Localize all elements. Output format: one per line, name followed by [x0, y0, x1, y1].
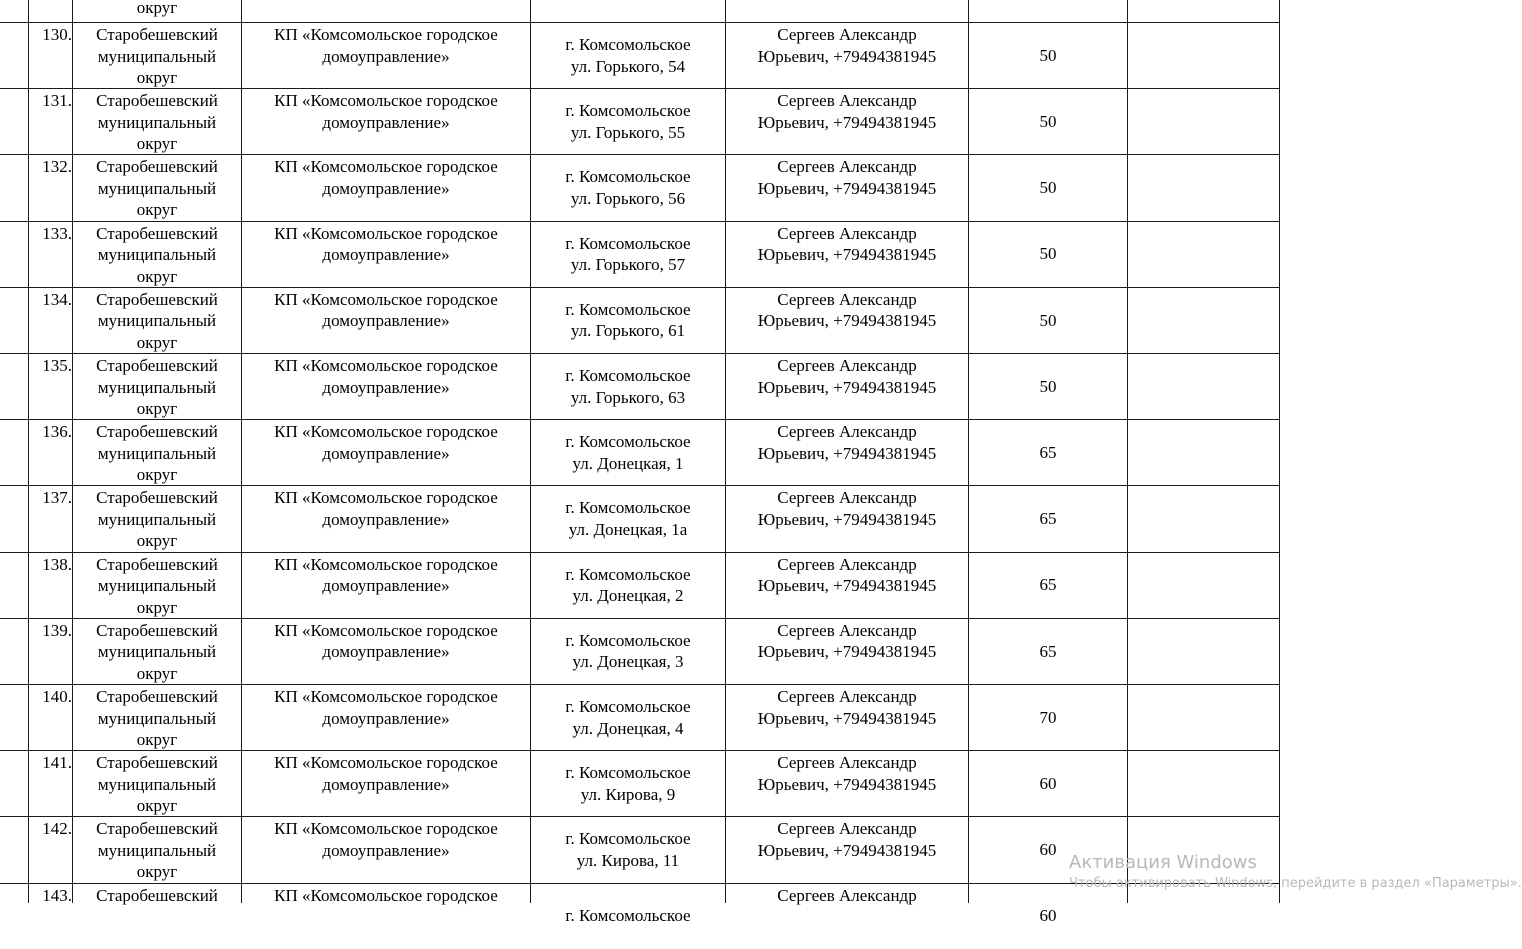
contact-cell-line: Юрьевич, +79494381945: [757, 642, 937, 662]
contact-cell-line: Сергеев Александр: [777, 885, 917, 905]
row-number: 130.: [42, 25, 72, 44]
organization-cell: [242, 487, 530, 530]
watermark-subtitle: Чтобы активировать Windows, перейдите в раздел «Параметры».: [1069, 876, 1522, 891]
organization-cell: [242, 620, 530, 663]
district-cell-line: Старобешевский: [96, 819, 218, 839]
contact-cell-line: Юрьевич, +79494381945: [757, 840, 937, 860]
contact-cell: [726, 818, 968, 861]
count-cell: 50: [1039, 376, 1057, 396]
organization-cell: [242, 156, 530, 199]
address-cell-line: г. Комсомольское: [565, 299, 691, 319]
organization-cell-line: КП «Комсомольское городское: [274, 91, 498, 111]
address-cell: [531, 420, 725, 485]
organization-cell-line: домоуправление»: [322, 840, 450, 860]
organization-cell: [242, 289, 530, 332]
address-cell-line: г. Комсомольское: [565, 35, 691, 55]
district-cell: [73, 554, 241, 619]
count-cell: 50: [1039, 244, 1057, 264]
count-cell: 50: [1039, 178, 1057, 198]
organization-cell-line: КП «Комсомольское городское: [274, 25, 498, 44]
district-cell-line: муниципальный: [97, 377, 217, 397]
district-cell-line: Старобешевский: [96, 620, 218, 640]
organization-cell-line: КП «Комсомольское городское: [274, 819, 498, 839]
address-cell-line: г. Комсомольское: [565, 630, 691, 650]
organization-cell-line: домоуправление»: [322, 178, 450, 198]
count-cell: 60: [1039, 906, 1057, 926]
contact-cell-line: Юрьевич, +79494381945: [757, 46, 937, 66]
contact-cell-line: Сергеев Александр: [777, 91, 917, 111]
address-cell-line: ул. Донецкая, 4: [572, 718, 684, 738]
district-cell-line: округ: [136, 862, 178, 882]
contact-cell-line: Юрьевич, +79494381945: [757, 509, 937, 529]
count-cell: 70: [1039, 707, 1057, 727]
district-cell-line: округ: [136, 332, 178, 352]
organization-cell-line: КП «Комсомольское городское: [274, 753, 498, 773]
address-cell-line: г. Комсомольское: [565, 167, 691, 187]
contact-cell-line: Сергеев Александр: [777, 687, 917, 706]
district-cell-line: округ: [136, 531, 178, 551]
contact-cell: [726, 156, 968, 199]
contact-cell: [726, 554, 968, 597]
district-cell-line: Старобешевский: [96, 885, 218, 905]
contact-cell: [726, 355, 968, 398]
contact-cell-line: Сергеев Александр: [777, 356, 917, 375]
address-cell-line: г. Комсомольское: [565, 432, 691, 452]
district-cell-line: муниципальный: [97, 642, 217, 662]
contact-cell-line: Сергеев Александр: [777, 422, 917, 442]
address-cell-line: ул. Донецкая, 3: [572, 652, 684, 672]
contact-cell: [726, 487, 968, 530]
district-cell-line: муниципальный: [97, 46, 217, 66]
organization-cell: [242, 90, 530, 133]
district-cell-line: округ: [136, 134, 178, 154]
district-cell-line: муниципальный: [97, 774, 217, 794]
district-cell-line: муниципальный: [97, 576, 217, 596]
row-number: 132.: [42, 157, 72, 177]
organization-cell: [242, 554, 530, 597]
contact-cell: [726, 620, 968, 663]
district-cell-line: округ: [136, 399, 178, 418]
district-cell-line: округ: [136, 796, 178, 816]
contact-cell-line: Юрьевич, +79494381945: [757, 377, 937, 397]
row-number: 134.: [42, 289, 72, 309]
district-cell-line: округ: [136, 200, 178, 220]
address-cell-line: ул. Горького, 63: [570, 387, 686, 407]
contact-cell-line: Юрьевич, +79494381945: [757, 576, 937, 596]
district-cell: [73, 818, 241, 883]
address-cell: [531, 155, 725, 220]
organization-cell-line: КП «Комсомольское городское: [274, 422, 498, 442]
address-cell: [531, 553, 725, 618]
address-cell-line: ул. Донецкая, 1а: [568, 519, 688, 539]
row-number: 141.: [42, 753, 72, 773]
district-cell: [73, 487, 241, 552]
address-cell: [531, 619, 725, 684]
organization-cell: [242, 223, 530, 266]
count-cell: 50: [1039, 45, 1057, 65]
address-cell-line: г. Комсомольское: [565, 829, 691, 849]
organization-cell-line: домоуправление»: [322, 708, 450, 728]
watermark-title: Активация Windows: [1069, 852, 1257, 873]
address-cell-line: г. Комсомольское: [565, 564, 691, 584]
contact-cell-line: Юрьевич, +79494381945: [757, 708, 937, 728]
address-cell-line: ул. Горького, 57: [570, 255, 686, 275]
organization-cell: [242, 885, 530, 907]
contact-cell-line: Сергеев Александр: [777, 223, 917, 243]
district-cell-line: Старобешевский: [96, 753, 218, 773]
row-number: 142.: [42, 819, 72, 839]
address-cell-line: г. Комсомольское: [565, 763, 691, 783]
organization-cell-line: домоуправление»: [322, 642, 450, 662]
address-cell: [531, 685, 725, 750]
organization-cell-line: КП «Комсомольское городское: [274, 289, 498, 309]
district-cell-line: округ: [136, 730, 178, 749]
address-cell-line: г. Комсомольское: [565, 498, 691, 518]
address-cell-line: ул. Кирова, 9: [580, 784, 676, 804]
organization-cell-line: КП «Комсомольское городское: [274, 687, 498, 706]
row-number: 131.: [42, 91, 72, 111]
organization-cell-line: домоуправление»: [322, 377, 450, 397]
column-border: [1127, 0, 1128, 903]
address-cell: [531, 817, 725, 882]
address-cell: [531, 354, 725, 419]
address-cell-line: ул. Донецкая, 1: [572, 453, 684, 473]
district-cell-line: муниципальный: [97, 708, 217, 728]
organization-cell-line: КП «Комсомольское городское: [274, 885, 498, 905]
district-cell-line: муниципальный: [97, 112, 217, 132]
organization-cell-line: домоуправление»: [322, 311, 450, 331]
address-cell: [531, 884, 725, 949]
row-number: 136.: [42, 422, 72, 442]
organization-cell-line: КП «Комсомольское городское: [274, 620, 498, 640]
district-cell-line: округ: [136, 465, 178, 485]
contact-cell-line: Сергеев Александр: [777, 819, 917, 839]
organization-cell-line: домоуправление»: [322, 576, 450, 596]
organization-cell-line: домоуправление»: [322, 46, 450, 66]
contact-cell-line: Юрьевич, +79494381945: [757, 443, 937, 463]
row-number: 138.: [42, 554, 72, 574]
district-cell: [73, 355, 241, 420]
organization-cell: [242, 752, 530, 795]
column-border: [1279, 0, 1280, 903]
district-cell-line: Старобешевский: [96, 422, 218, 442]
contact-cell-line: Юрьевич, +79494381945: [757, 311, 937, 331]
district-cell: [73, 90, 241, 155]
contact-cell: [726, 223, 968, 266]
district-cell-line: Старобешевский: [96, 157, 218, 177]
organization-cell: [242, 421, 530, 464]
address-cell-line: ул. Горького, 54: [570, 56, 686, 76]
district-cell: [73, 686, 241, 751]
district-cell-line: Старобешевский: [96, 356, 218, 375]
district-cell-line: муниципальный: [97, 311, 217, 331]
district-cell: [73, 620, 241, 685]
district-cell-line: муниципальный: [97, 245, 217, 265]
address-cell: [531, 288, 725, 353]
organization-cell-line: домоуправление»: [322, 774, 450, 794]
district-cell: [73, 885, 241, 907]
count-cell: 50: [1039, 310, 1057, 330]
row-number: 135.: [42, 356, 72, 375]
contact-cell-line: Сергеев Александр: [777, 753, 917, 773]
address-cell-line: г. Комсомольское: [565, 233, 691, 253]
organization-cell-line: домоуправление»: [322, 443, 450, 463]
district-cell-line: округ: [136, 266, 178, 286]
address-cell-line: г. Комсомольское: [565, 697, 691, 717]
address-cell-line: ул. Донецкая, 2: [572, 586, 684, 606]
count-cell: 60: [1039, 840, 1057, 860]
contact-cell: [726, 289, 968, 332]
contact-cell-line: Сергеев Александр: [777, 289, 917, 309]
address-cell: [531, 222, 725, 287]
district-cell: [73, 289, 241, 354]
district-cell: [73, 223, 241, 288]
contact-cell: [726, 421, 968, 464]
district-cell-line: муниципальный: [97, 509, 217, 529]
top-fragment-district: округ: [136, 0, 178, 17]
address-cell: [531, 486, 725, 551]
organization-cell-line: домоуправление»: [322, 245, 450, 265]
address-cell-line: г. Комсомольское: [565, 906, 691, 926]
district-cell-line: Старобешевский: [96, 25, 218, 44]
organization-cell: [242, 355, 530, 398]
row-number: 140.: [42, 687, 72, 706]
contact-cell-line: Сергеев Александр: [777, 157, 917, 177]
address-cell-line: ул. Горького, 55: [570, 122, 686, 142]
district-cell: [73, 421, 241, 486]
contact-cell-line: Сергеев Александр: [777, 488, 917, 508]
row-number: 133.: [42, 223, 72, 243]
count-cell: 65: [1039, 509, 1057, 529]
district-cell-line: Старобешевский: [96, 687, 218, 706]
organization-cell-line: КП «Комсомольское городское: [274, 356, 498, 375]
contact-cell-line: Юрьевич, +79494381945: [757, 245, 937, 265]
contact-cell-line: Сергеев Александр: [777, 25, 917, 44]
organization-cell: [242, 818, 530, 861]
contact-cell: [726, 686, 968, 729]
address-cell: [531, 751, 725, 816]
organization-cell-line: КП «Комсомольское городское: [274, 488, 498, 508]
district-cell-line: муниципальный: [97, 840, 217, 860]
organization-cell: [242, 686, 530, 729]
district-cell-line: округ: [136, 597, 178, 617]
count-cell: 65: [1039, 641, 1057, 661]
organization-cell-line: КП «Комсомольское городское: [274, 157, 498, 177]
row-number: 139.: [42, 620, 72, 640]
address-cell: [531, 89, 725, 154]
address-cell-line: ул. Горького, 56: [570, 188, 686, 208]
district-cell-line: Старобешевский: [96, 488, 218, 508]
organization-cell-line: КП «Комсомольское городское: [274, 554, 498, 574]
district-cell-line: Старобешевский: [96, 554, 218, 574]
district-cell: [73, 24, 241, 89]
address-cell-line: ул. Кирова, 11: [576, 850, 680, 870]
contact-cell-line: Юрьевич, +79494381945: [757, 112, 937, 132]
count-cell: 65: [1039, 575, 1057, 595]
organization-cell: [242, 24, 530, 67]
district-cell-line: муниципальный: [97, 178, 217, 198]
organization-cell-line: домоуправление»: [322, 509, 450, 529]
address-cell-line: г. Комсомольское: [565, 366, 691, 386]
district-cell-line: Старобешевский: [96, 223, 218, 243]
contact-cell-line: Сергеев Александр: [777, 620, 917, 640]
contact-cell: [726, 90, 968, 133]
row-number: 143.: [42, 885, 72, 905]
count-cell: 50: [1039, 112, 1057, 132]
district-cell-line: муниципальный: [97, 443, 217, 463]
address-cell: [531, 23, 725, 88]
contact-cell: [726, 885, 968, 907]
district-cell: [73, 752, 241, 817]
district-cell-line: округ: [136, 663, 178, 683]
count-cell: 65: [1039, 443, 1057, 463]
contact-cell: [726, 24, 968, 67]
district-cell-line: Старобешевский: [96, 91, 218, 111]
count-cell: 60: [1039, 774, 1057, 794]
contact-cell-line: Сергеев Александр: [777, 554, 917, 574]
organization-cell-line: домоуправление»: [322, 112, 450, 132]
organization-cell-line: КП «Комсомольское городское: [274, 223, 498, 243]
contact-cell: [726, 752, 968, 795]
address-cell-line: ул. Горького, 61: [570, 321, 686, 341]
district-cell: [73, 156, 241, 221]
contact-cell-line: Юрьевич, +79494381945: [757, 178, 937, 198]
row-number: 137.: [42, 488, 72, 508]
district-cell-line: Старобешевский: [96, 289, 218, 309]
contact-cell-line: Юрьевич, +79494381945: [757, 774, 937, 794]
address-cell-line: г. Комсомольское: [565, 101, 691, 121]
district-cell-line: округ: [136, 68, 178, 87]
